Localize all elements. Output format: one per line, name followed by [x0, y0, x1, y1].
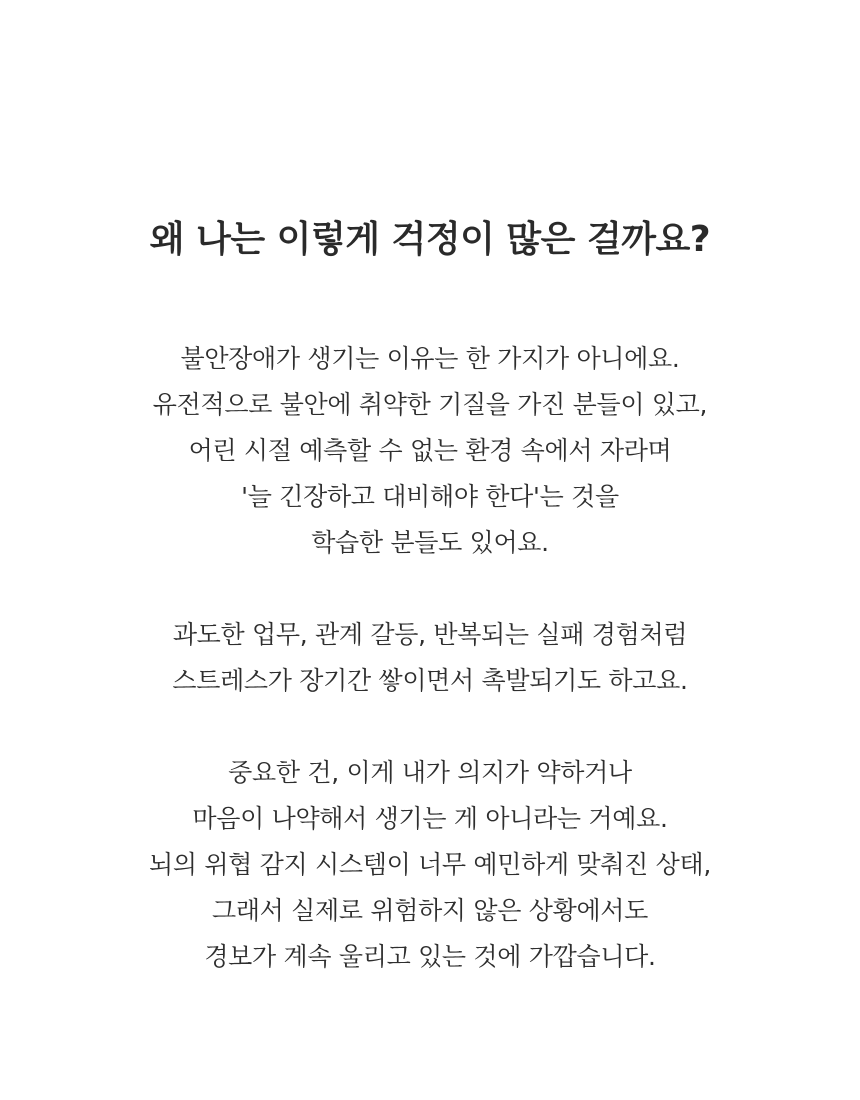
- text-line: 어린 시절 예측할 수 없는 환경 속에서 자라며: [188, 436, 672, 465]
- text-line: 학습한 분들도 있어요.: [311, 528, 549, 557]
- paragraph-important: [0, 750, 860, 980]
- text-line: 그래서 실제로 위험하지 않은 상황에서도: [211, 896, 649, 925]
- paragraph-stress: [0, 612, 860, 704]
- text-line: 경보가 계속 울리고 있는 것에 가깝습니다.: [204, 942, 656, 971]
- text-line: 뇌의 위협 감지 시스템이 너무 예민하게 맞춰진 상태,: [148, 850, 712, 879]
- page-title: 왜 나는 이렇게 걱정이 많은 걸까요?: [149, 219, 711, 260]
- text-line: 과도한 업무, 관계 갈등, 반복되는 실패 경험처럼: [172, 620, 688, 649]
- text-line: 유전적으로 불안에 취약한 기질을 가진 분들이 있고,: [152, 390, 708, 419]
- text-line: '늘 긴장하고 대비해야 한다'는 것을: [241, 482, 619, 511]
- paragraph-causes: [0, 336, 860, 566]
- text-line: 중요한 건, 이게 내가 의지가 약하거나: [228, 758, 632, 787]
- text-line: 불안장애가 생기는 이유는 한 가지가 아니에요.: [180, 344, 680, 373]
- body-text: [0, 336, 860, 1026]
- text-line: 스트레스가 장기간 쌓이면서 촉발되기도 하고요.: [172, 666, 688, 695]
- text-line: 마음이 나약해서 생기는 게 아니라는 거예요.: [192, 804, 668, 833]
